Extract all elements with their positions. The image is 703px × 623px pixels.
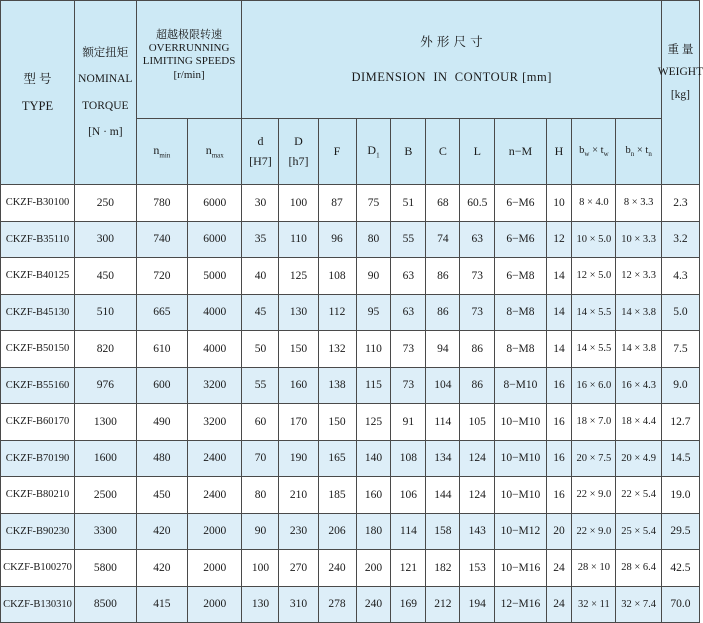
header-bwtw: $b_w \times t_w$ xyxy=(572,119,616,185)
cell-bwtw: 22 × 9.0 xyxy=(572,513,616,550)
cell-bntn: 22 × 5.4 xyxy=(616,477,661,514)
cell-nM: 10−M10 xyxy=(495,477,546,514)
cell-model: CKZF-B90230 xyxy=(1,513,75,550)
cell-bntn: 28 × 6.4 xyxy=(616,550,661,587)
cell-F: 112 xyxy=(318,294,356,331)
cell-bwtw: 14 × 5.5 xyxy=(572,331,616,368)
cell-L: 63 xyxy=(460,221,495,258)
cell-d: 30 xyxy=(242,185,279,222)
cell-nmin: 415 xyxy=(136,586,187,623)
cell-torque: 2500 xyxy=(74,477,136,514)
cell-bwtw: 20 × 7.5 xyxy=(572,440,616,477)
cell-nM: 6−M8 xyxy=(495,258,546,295)
cell-F: 150 xyxy=(318,404,356,441)
cell-bntn: 14 × 3.8 xyxy=(616,331,661,368)
cell-weight: 4.3 xyxy=(661,258,699,295)
cell-C: 104 xyxy=(426,367,460,404)
cell-H: 20 xyxy=(546,513,572,550)
cell-nmin: 665 xyxy=(136,294,187,331)
table-row xyxy=(1,586,700,623)
cell-C: 182 xyxy=(426,550,460,587)
cell-model: CKZF-B30100 xyxy=(1,185,75,222)
cell-nmax: 2400 xyxy=(188,440,242,477)
cell-nmax: 3200 xyxy=(188,404,242,441)
header-B: B xyxy=(391,119,426,185)
header-C: C xyxy=(426,119,460,185)
cell-L: 105 xyxy=(460,404,495,441)
cell-H: 12 xyxy=(546,221,572,258)
cell-bwtw: 22 × 9.0 xyxy=(572,477,616,514)
cell-nM: 10−M12 xyxy=(495,513,546,550)
cell-B: 114 xyxy=(391,513,426,550)
table-row xyxy=(1,404,700,441)
cell-nmin: 610 xyxy=(136,331,187,368)
cell-weight: 14.5 xyxy=(661,440,699,477)
cell-H: 24 xyxy=(546,586,572,623)
cell-D: 100 xyxy=(279,185,318,222)
cell-F: 185 xyxy=(318,477,356,514)
cell-d: 60 xyxy=(242,404,279,441)
cell-d: 80 xyxy=(242,477,279,514)
cell-D1: 110 xyxy=(356,331,391,368)
cell-bntn: 14 × 3.8 xyxy=(616,294,661,331)
cell-bwtw: 8 × 4.0 xyxy=(572,185,616,222)
cell-D: 130 xyxy=(279,294,318,331)
cell-L: 143 xyxy=(460,513,495,550)
cell-torque: 300 xyxy=(74,221,136,258)
header-D1: $D_1$ xyxy=(356,119,391,185)
cell-nmax: 4000 xyxy=(188,331,242,368)
cell-L: 124 xyxy=(460,477,495,514)
cell-C: 144 xyxy=(426,477,460,514)
cell-nmin: 740 xyxy=(136,221,187,258)
cell-bntn: 10 × 3.3 xyxy=(616,221,661,258)
cell-model: CKZF-B60170 xyxy=(1,404,75,441)
cell-nmax: 6000 xyxy=(188,185,242,222)
cell-D1: 200 xyxy=(356,550,391,587)
header-speed-en1: OVERRUNNING xyxy=(148,42,230,55)
cell-D1: 115 xyxy=(356,367,391,404)
cell-D: 160 xyxy=(279,367,318,404)
header-torque xyxy=(74,1,136,185)
header-type-zh: 型 号 xyxy=(23,71,52,86)
cell-bwtw: 14 × 5.5 xyxy=(572,294,616,331)
cell-nM: 10−M10 xyxy=(495,440,546,477)
header-nmin: $n_{min}$ xyxy=(136,119,187,185)
cell-B: 121 xyxy=(391,550,426,587)
cell-D1: 240 xyxy=(356,586,391,623)
cell-L: 86 xyxy=(460,367,495,404)
cell-bntn: 20 × 4.9 xyxy=(616,440,661,477)
cell-C: 86 xyxy=(426,294,460,331)
cell-nmin: 600 xyxy=(136,367,187,404)
cell-D: 190 xyxy=(279,440,318,477)
cell-L: 73 xyxy=(460,294,495,331)
cell-D1: 90 xyxy=(356,258,391,295)
cell-L: 124 xyxy=(460,440,495,477)
cell-D: 210 xyxy=(279,477,318,514)
cell-F: 132 xyxy=(318,331,356,368)
cell-model: CKZF-B130310 xyxy=(1,586,75,623)
cell-model: CKZF-B55160 xyxy=(1,367,75,404)
header-weight-en: WEIGHT xyxy=(657,66,703,79)
cell-bntn: 18 × 4.4 xyxy=(616,404,661,441)
cell-L: 73 xyxy=(460,258,495,295)
cell-D: 270 xyxy=(279,550,318,587)
cell-C: 114 xyxy=(426,404,460,441)
cell-bntn: 25 × 5.4 xyxy=(616,513,661,550)
cell-torque: 820 xyxy=(74,331,136,368)
cell-nmin: 420 xyxy=(136,550,187,587)
cell-torque: 976 xyxy=(74,367,136,404)
cell-nmin: 450 xyxy=(136,477,187,514)
header-torque-en2: TORQUE xyxy=(82,99,129,112)
cell-nmin: 780 xyxy=(136,185,187,222)
cell-d: 35 xyxy=(242,221,279,258)
cell-bwtw: 32 × 11 xyxy=(572,586,616,623)
cell-B: 73 xyxy=(391,367,426,404)
cell-d: 40 xyxy=(242,258,279,295)
cell-nmax: 2000 xyxy=(188,586,242,623)
table-row xyxy=(1,440,700,477)
cell-F: 278 xyxy=(318,586,356,623)
header-dimension-en: DIMENSION IN CONTOUR [mm] xyxy=(351,69,552,84)
cell-d: 90 xyxy=(242,513,279,550)
header-speed-zh: 超越极限转速 xyxy=(156,29,223,41)
cell-nmax: 2400 xyxy=(188,477,242,514)
cell-bntn: 12 × 3.3 xyxy=(616,258,661,295)
cell-bwtw: 12 × 5.0 xyxy=(572,258,616,295)
header-weight-unit: [kg] xyxy=(670,88,691,101)
cell-nM: 8−M8 xyxy=(495,294,546,331)
table-row xyxy=(1,367,700,404)
cell-B: 51 xyxy=(391,185,426,222)
cell-C: 158 xyxy=(426,513,460,550)
cell-L: 60.5 xyxy=(460,185,495,222)
cell-D1: 95 xyxy=(356,294,391,331)
header-weight xyxy=(657,1,703,185)
header-nmax: $n_{max}$ xyxy=(188,119,242,185)
cell-F: 108 xyxy=(318,258,356,295)
cell-D1: 160 xyxy=(356,477,391,514)
cell-F: 96 xyxy=(318,221,356,258)
cell-D1: 80 xyxy=(356,221,391,258)
cell-D1: 140 xyxy=(356,440,391,477)
cell-nmax: 4000 xyxy=(188,294,242,331)
table-row xyxy=(1,331,700,368)
cell-nmin: 720 xyxy=(136,258,187,295)
header-D: D [h7] xyxy=(279,119,318,185)
cell-d: 70 xyxy=(242,440,279,477)
header-speed-unit: [r/min] xyxy=(173,68,205,81)
cell-model: CKZF-B45130 xyxy=(1,294,75,331)
cell-weight: 70.0 xyxy=(661,586,699,623)
cell-D1: 75 xyxy=(356,185,391,222)
cell-torque: 5800 xyxy=(74,550,136,587)
cell-C: 134 xyxy=(426,440,460,477)
cell-H: 14 xyxy=(546,331,572,368)
cell-H: 16 xyxy=(546,477,572,514)
cell-model: CKZF-B100270 xyxy=(1,550,75,587)
cell-d: 45 xyxy=(242,294,279,331)
cell-torque: 450 xyxy=(74,258,136,295)
cell-B: 73 xyxy=(391,331,426,368)
cell-weight: 12.7 xyxy=(661,404,699,441)
cell-L: 194 xyxy=(460,586,495,623)
cell-D: 310 xyxy=(279,586,318,623)
cell-C: 94 xyxy=(426,331,460,368)
table-row xyxy=(1,513,700,550)
cell-B: 91 xyxy=(391,404,426,441)
header-speed-en2: LIMITING SPEEDS xyxy=(142,55,236,68)
cell-nM: 8−M8 xyxy=(495,331,546,368)
cell-F: 138 xyxy=(318,367,356,404)
cell-d: 130 xyxy=(242,586,279,623)
cell-nmax: 6000 xyxy=(188,221,242,258)
cell-H: 14 xyxy=(546,258,572,295)
cell-H: 14 xyxy=(546,294,572,331)
cell-model: CKZF-B40125 xyxy=(1,258,75,295)
cell-nM: 12−M16 xyxy=(495,586,546,623)
header-torque-unit: [N · m] xyxy=(88,125,123,138)
cell-B: 169 xyxy=(391,586,426,623)
cell-D: 150 xyxy=(279,331,318,368)
cell-nmax: 5000 xyxy=(188,258,242,295)
table-row xyxy=(1,258,700,295)
header-dimension xyxy=(242,1,661,119)
cell-model: CKZF-B50150 xyxy=(1,331,75,368)
cell-bntn: 8 × 3.3 xyxy=(616,185,661,222)
header-type-en: TYPE xyxy=(21,98,54,113)
cell-nM: 8−M10 xyxy=(495,367,546,404)
cell-bwtw: 10 × 5.0 xyxy=(572,221,616,258)
cell-nmax: 3200 xyxy=(188,367,242,404)
table-row xyxy=(1,185,700,222)
cell-bwtw: 18 × 7.0 xyxy=(572,404,616,441)
cell-F: 87 xyxy=(318,185,356,222)
header-torque-en1: NOMINAL xyxy=(78,73,133,86)
cell-weight: 5.0 xyxy=(661,294,699,331)
cell-nmax: 2000 xyxy=(188,550,242,587)
table-row xyxy=(1,477,700,514)
header-H: H xyxy=(546,119,572,185)
cell-weight: 3.2 xyxy=(661,221,699,258)
cell-torque: 510 xyxy=(74,294,136,331)
cell-H: 16 xyxy=(546,404,572,441)
cell-H: 16 xyxy=(546,440,572,477)
table-row xyxy=(1,550,700,587)
cell-F: 240 xyxy=(318,550,356,587)
cell-weight: 7.5 xyxy=(661,331,699,368)
cell-H: 24 xyxy=(546,550,572,587)
cell-C: 212 xyxy=(426,586,460,623)
cell-nM: 10−M16 xyxy=(495,550,546,587)
cell-nM: 10−M10 xyxy=(495,404,546,441)
cell-d: 100 xyxy=(242,550,279,587)
cell-d: 50 xyxy=(242,331,279,368)
cell-model: CKZF-B80210 xyxy=(1,477,75,514)
cell-model: CKZF-B35110 xyxy=(1,221,75,258)
cell-model: CKZF-B70190 xyxy=(1,440,75,477)
header-nM: n−M xyxy=(495,119,546,185)
header-weight-zh: 重 量 xyxy=(667,44,694,56)
cell-d: 55 xyxy=(242,367,279,404)
cell-torque: 1600 xyxy=(74,440,136,477)
cell-nmin: 480 xyxy=(136,440,187,477)
cell-B: 106 xyxy=(391,477,426,514)
header-dimension-zh: 外 形 尺 寸 xyxy=(420,34,484,49)
cell-H: 10 xyxy=(546,185,572,222)
cell-D1: 180 xyxy=(356,513,391,550)
cell-weight: 2.3 xyxy=(661,185,699,222)
cell-D: 230 xyxy=(279,513,318,550)
table-row xyxy=(1,294,700,331)
cell-F: 165 xyxy=(318,440,356,477)
cell-D1: 125 xyxy=(356,404,391,441)
header-speed xyxy=(136,1,242,119)
header-d: d [H7] xyxy=(242,119,279,185)
cell-torque: 1300 xyxy=(74,404,136,441)
cell-H: 16 xyxy=(546,367,572,404)
cell-weight: 9.0 xyxy=(661,367,699,404)
cell-torque: 3300 xyxy=(74,513,136,550)
header-L: L xyxy=(460,119,495,185)
cell-L: 153 xyxy=(460,550,495,587)
cell-L: 86 xyxy=(460,331,495,368)
cell-nM: 6−M6 xyxy=(495,221,546,258)
header-bntn: $b_n \times t_n$ xyxy=(616,119,661,185)
cell-bwtw: 16 × 6.0 xyxy=(572,367,616,404)
cell-B: 55 xyxy=(391,221,426,258)
cell-C: 68 xyxy=(426,185,460,222)
cell-bntn: 32 × 7.4 xyxy=(616,586,661,623)
cell-F: 206 xyxy=(318,513,356,550)
cell-torque: 8500 xyxy=(74,586,136,623)
cell-weight: 19.0 xyxy=(661,477,699,514)
cell-nM: 6−M6 xyxy=(495,185,546,222)
cell-C: 86 xyxy=(426,258,460,295)
cell-D: 170 xyxy=(279,404,318,441)
cell-C: 74 xyxy=(426,221,460,258)
cell-weight: 29.5 xyxy=(661,513,699,550)
cell-nmax: 2000 xyxy=(188,513,242,550)
cell-nmin: 420 xyxy=(136,513,187,550)
cell-nmin: 490 xyxy=(136,404,187,441)
cell-B: 108 xyxy=(391,440,426,477)
cell-weight: 42.5 xyxy=(661,550,699,587)
cell-B: 63 xyxy=(391,258,426,295)
cell-B: 63 xyxy=(391,294,426,331)
table-row xyxy=(1,221,700,258)
cell-D: 125 xyxy=(279,258,318,295)
cell-D: 110 xyxy=(279,221,318,258)
header-F: F xyxy=(318,119,356,185)
cell-bwtw: 28 × 10 xyxy=(572,550,616,587)
cell-bntn: 16 × 4.3 xyxy=(616,367,661,404)
header-torque-zh: 额定扭矩 xyxy=(82,46,129,59)
cell-torque: 250 xyxy=(74,185,136,222)
header-type xyxy=(1,1,75,185)
